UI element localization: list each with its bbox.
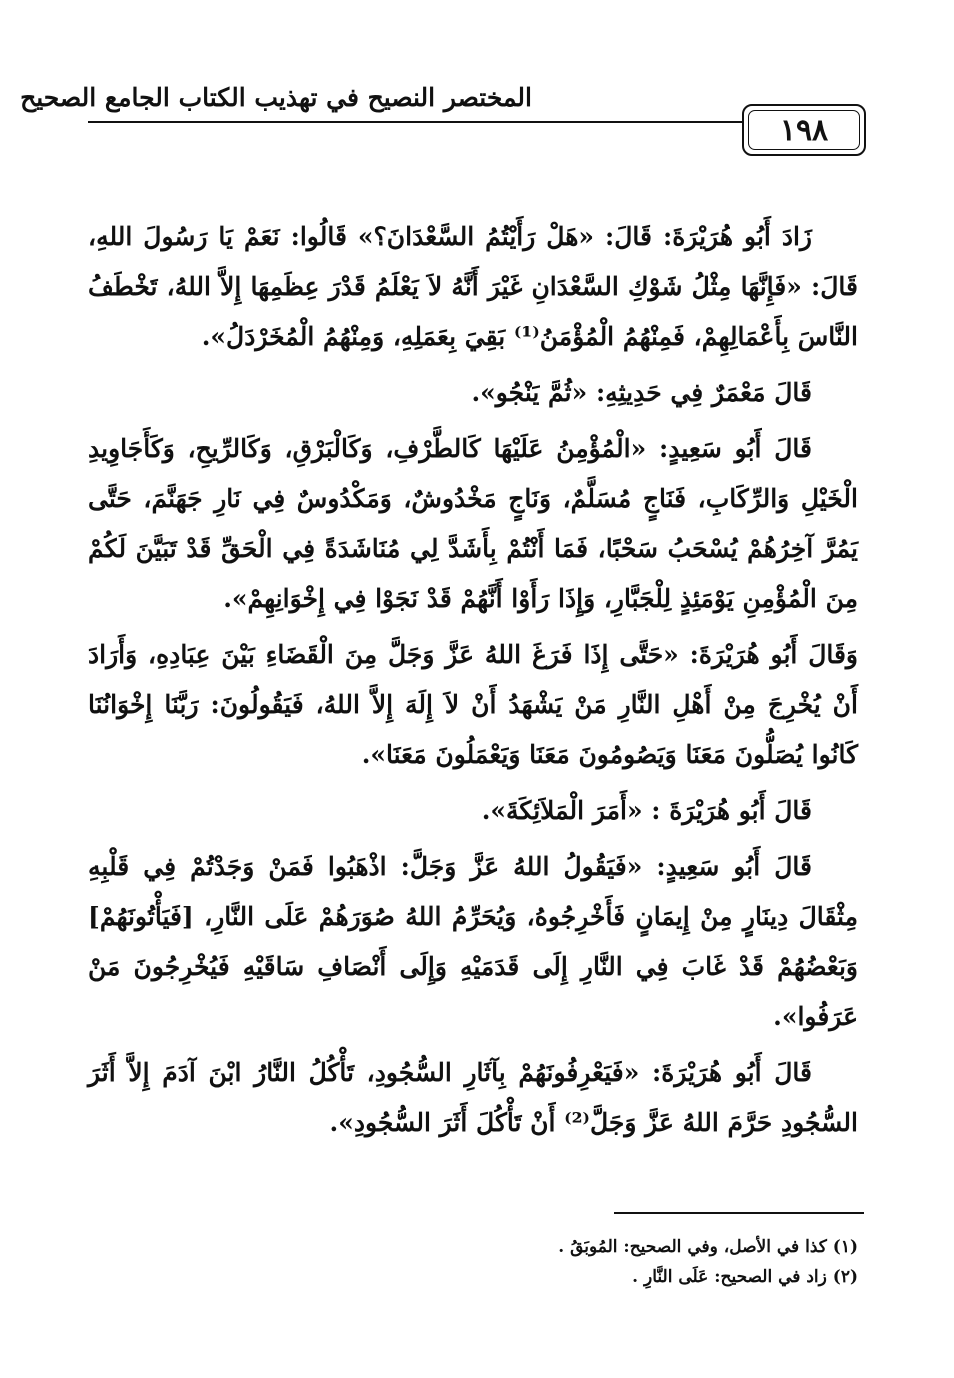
- footnote-rule: [614, 1212, 864, 1214]
- footnote-1: (١) كذا في الأصل، وفي الصحيح: المُوبَقُ .: [558, 1237, 858, 1257]
- paragraph-6: قَالَ أَبُو سَعِيدٍ: «فَيَقُولُ اللهُ عَزَّ وَجَلَّ: اذْهَبُوا فَمَنْ وَجَدْتُمْ فِي قَلْبِهِ مِثْقَالَ دِينَارٍ مِنْ إِيمَانٍ فَأَخْرِجُوهُ، وَيُحَرِّمُ اللهُ صُوَرَهُمْ عَلَى النَّارِ، [فَيَأْتُونَهُمْ] وَبَعْضُهُمْ قَدْ غَابَ فِي النَّارِ إِلَى قَدَمَيْهِ وَإِلَى أَنْصَافِ سَاقَيْهِ فَيُخْرِجُونَ مَنْ عَرَفُوا».: [88, 852, 858, 1031]
- paragraph-5: قَالَ أَبُو هُرَيْرَةَ : «أَمَرَ الْمَلاَئِكَةَ».: [481, 796, 812, 825]
- paragraph-2: قَالَ مَعْمَرٌ فِي حَدِيثِهِ: «ثُمَّ يَنْجُو».: [471, 378, 812, 407]
- footnotes: [408, 1232, 858, 1292]
- paragraph-7: قَالَ أَبُو هُرَيْرَةَ: «فَيَعْرِفُونَهُمْ بِآثَارِ السُّجُودِ، تَأْكُلُ النَّارُ ابْنَ آدَمَ إِلاَّ أَثَرَ السُّجُودِ حَرَّمَ اللهُ عَزَّ وَجَلَّ⁽²⁾ أَنْ تَأْكُلَ أَثَرَ السُّجُودِ».: [88, 1058, 858, 1137]
- paragraph-4: وَقَالَ أَبُو هُرَيْرَةَ: «حَتَّى إِذَا فَرَغَ اللهُ عَزَّ وَجَلَّ مِنَ الْقَضَاءِ بَيْنَ عِبَادِهِ، وَأَرَادَ أَنْ يُخْرِجَ مِنْ أَهْلِ النَّارِ مَنْ يَشْهَدُ أَنْ لاَ إِلَهَ إِلاَّ اللهُ، فَيَقُولُونَ: رَبَّنَا إِخْوَانُنَا كَانُوا يُصَلُّونَ مَعَنَا وَيَصُومُونَ مَعَنَا وَيَعْمَلُونَ مَعَنَا».: [88, 640, 858, 769]
- footnote-2: (٢) زاد في الصحيح: عَلَى النَّارِ .: [632, 1267, 858, 1287]
- paragraph-1: زَادَ أَبُو هُرَيْرَةَ: قَالَ: «هَلْ رَأَيْتُمُ السَّعْدَانَ؟» قَالُوا: نَعَمْ يَا رَسُولَ اللهِ، قَالَ: «فَإِنَّهَا مِثْلُ شَوْكِ السَّعْدَانِ غَيْرَ أَنَّهُ لاَ يَعْلَمُ قَدْرَ عِظَمِهَا إِلاَّ اللهُ، تَخْطَفُ النَّاسَ بِأَعْمَالِهِمْ، فَمِنْهُمُ الْمُؤْمَنُ⁽¹⁾ بَقِيَ بِعَمَلِهِ، وَمِنْهُمُ الْمُخَرْدَلُ».: [88, 222, 858, 351]
- body-text: [88, 212, 858, 1154]
- running-title: المختصر النصيح في تهذيب الكتاب الجامع الصحيح: [20, 83, 532, 112]
- page-number-frame: [742, 104, 866, 156]
- paragraph-3: قَالَ أَبُو سَعِيدٍ: «الْمُؤْمِنُ عَلَيْهَا كَالطَّرْفِ، وَكَالْبَرْقِ، وَكَالرِّيحِ، وَكَأَجَاوِيدِ الْخَيْلِ وَالرِّكَابِ، فَنَاجٍ مُسَلَّمٌ، وَنَاجٍ مَخْدُوشٌ، وَمَكْدُوسٌ فِي نَارِ جَهَنَّمَ، حَتَّى يَمُرَّ آخِرُهُمْ يُسْحَبُ سَحْبًا، فَمَا أَنْتُمْ بِأَشَدَّ لِي مُنَاشَدَةً فِي الْحَقِّ قَدْ تَبَيَّنَ لَكُمْ مِنَ الْمُؤْمِنِ يَوْمَئِذٍ لِلْجَبَّارِ، وَإِذَا رَأَوْا أَنَّهُمْ قَدْ نَجَوْا فِي إِخْوَانِهِمْ».: [88, 434, 858, 613]
- page-number: ١٩٨: [779, 112, 829, 148]
